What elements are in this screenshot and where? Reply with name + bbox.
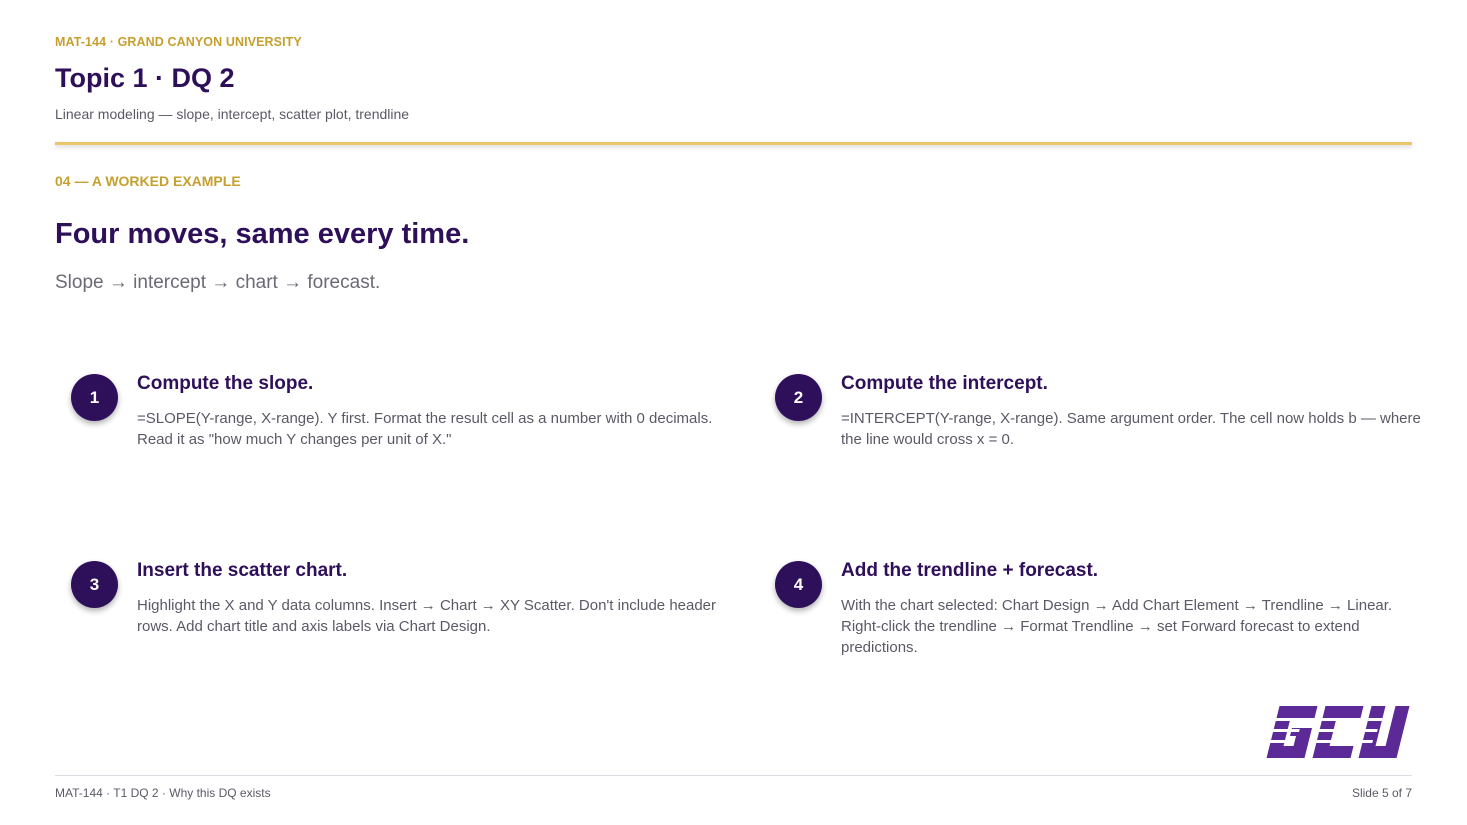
page-title: Topic 1 · DQ 2 — [55, 63, 235, 93]
step-body: Highlight the X and Y data columns. Insert → Chart → XY Scatter. Don't include header rows. Add chart title and axis labels via Chart Design. — [137, 597, 717, 635]
step-body: =INTERCEPT(Y-range, X-range). Same argument order. The cell now holds b — where the line would cross x = 0. — [841, 410, 1421, 448]
footer-divider — [55, 775, 1412, 776]
step-title: Insert the scatter chart. — [137, 560, 348, 581]
step-number-badge: 3 — [71, 561, 118, 608]
course-line: MAT-144 · GRAND CANYON UNIVERSITY — [55, 35, 302, 49]
step-title: Compute the intercept. — [841, 373, 1048, 394]
gcu-logo-letters — [1267, 706, 1410, 758]
step-number-badge: 4 — [775, 561, 822, 608]
page-subtitle: Linear modeling — slope, intercept, scatter plot, trendline — [55, 106, 410, 122]
step-body: With the chart selected: Chart Design → Add Chart Element → Trendline → Linear. Right-click the trendline → Format Trendline → set Forward forecast to extend predictions. — [841, 597, 1393, 656]
step-title: Add the trendline + forecast. — [841, 560, 1099, 581]
footer-caption: MAT-144 · T1 DQ 2 · Why this DQ exists — [55, 786, 271, 800]
section-headline: Four moves, same every time. — [55, 218, 470, 250]
step-number-badge: 2 — [775, 374, 822, 421]
slide-counter: Slide 5 of 7 — [1351, 786, 1412, 800]
step-body: =SLOPE(Y-range, X-range). Y first. Format the result cell as a number with 0 decimals. Read it as "how much Y changes per unit of X." — [137, 410, 713, 448]
gcu-logo-icon — [1258, 704, 1410, 760]
step-title: Compute the slope. — [137, 373, 314, 394]
section-label: 04 — A WORKED EXAMPLE — [55, 173, 241, 189]
section-tagline: Slope → intercept → chart → forecast. — [55, 272, 381, 293]
header-divider — [55, 142, 1412, 145]
step-number-badge: 1 — [71, 374, 118, 421]
